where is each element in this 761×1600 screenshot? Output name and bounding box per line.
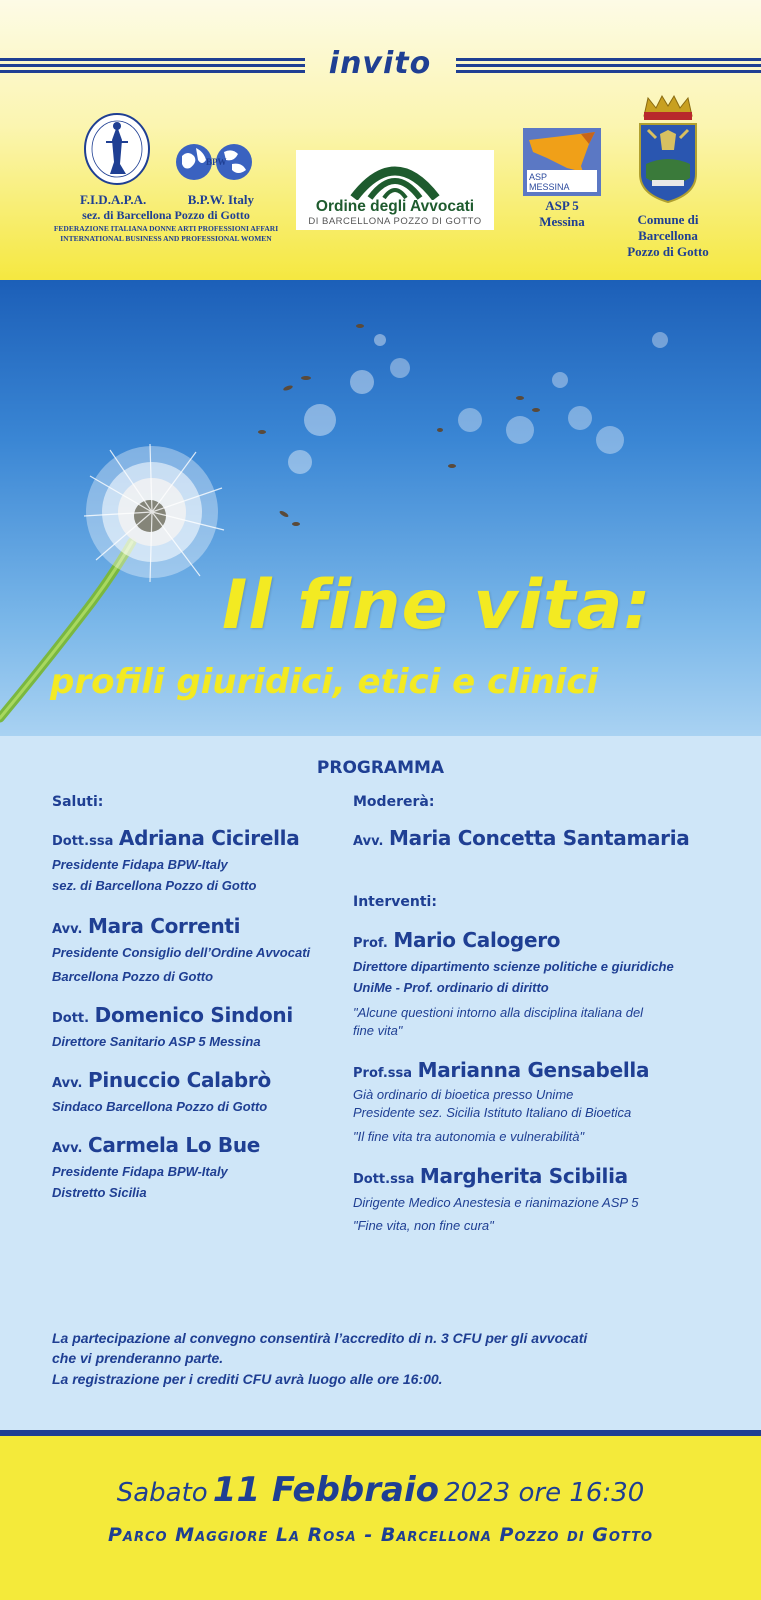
talk-title: "Alcune questioni intorno alla disciplina italiana del xyxy=(353,1005,644,1020)
speaker-title: Dott.ssa xyxy=(353,1172,415,1187)
comune-crest-icon xyxy=(636,94,700,206)
speaker-name: Domenico Sindoni xyxy=(94,1003,293,1027)
invito-row xyxy=(0,46,761,86)
speaker-title: Avv. xyxy=(52,1141,83,1156)
talk-title: "Il fine vita tra autonomia e vulnerabilità" xyxy=(353,1129,585,1144)
speaker-name: Maria Concetta Santamaria xyxy=(389,826,690,850)
left-stripes xyxy=(0,58,305,76)
event-date xyxy=(0,1470,761,1510)
speaker-role: Presidente sez. Sicilia Istituto Italiano di Bioetica xyxy=(353,1105,632,1120)
speaker-title: Avv. xyxy=(52,922,83,937)
speaker-entry xyxy=(52,914,352,987)
sicily-map-icon xyxy=(523,128,601,196)
speaker-title: Dott.ssa xyxy=(52,834,114,849)
talk-title: "Fine vita, non fine cura" xyxy=(353,1218,494,1233)
interventi-column xyxy=(353,794,753,1236)
speaker-entry xyxy=(52,1133,352,1203)
right-stripes xyxy=(456,58,761,76)
event-date-main: 11 Febbraio xyxy=(212,1470,439,1510)
speaker-entry xyxy=(52,826,352,896)
moderera-label: Modererà: xyxy=(353,794,435,810)
bpw-name: B.P.W. Italy xyxy=(187,192,254,207)
header xyxy=(0,0,761,280)
event-title: Il fine vita: xyxy=(222,566,652,645)
speaker-title: Prof.ssa xyxy=(353,1066,413,1081)
event-location: Parco Maggiore La Rosa - Barcellona Pozzo di Gotto xyxy=(107,1524,654,1546)
speaker-role: sez. di Barcellona Pozzo di Gotto xyxy=(52,878,257,893)
fidapa-section: sez. di Barcellona Pozzo di Gotto xyxy=(82,208,250,222)
asp-caption-line2: Messina xyxy=(539,214,585,229)
speaker-title: Avv. xyxy=(353,834,384,849)
speaker-name: Margherita Scibilia xyxy=(419,1164,628,1188)
speaker-role: Direttore dipartimento scienze politiche e giuridiche xyxy=(353,959,674,974)
speaker-role: Direttore Sanitario ASP 5 Messina xyxy=(52,1034,261,1049)
speaker-title: Avv. xyxy=(52,1076,83,1091)
speaker-role: UniMe - Prof. ordinario di diritto xyxy=(353,980,549,995)
cfu-note-line3: La registrazione per i crediti CFU avrà luogo alle ore 16:00. xyxy=(52,1371,443,1387)
talk-title: fine vita" xyxy=(353,1023,403,1038)
asp-caption xyxy=(512,198,612,230)
comune-caption-line2: Barcellona xyxy=(638,228,698,243)
speaker-role: Dirigente Medico Anestesia e rianimazione ASP 5 xyxy=(353,1195,639,1210)
fidapa-logo xyxy=(82,112,152,186)
speaker-title: Dott. xyxy=(52,1011,90,1026)
comune-caption xyxy=(612,212,724,260)
speaker-role: Presidente Consiglio dell’Ordine Avvocati xyxy=(52,945,311,960)
speaker-role: Barcellona Pozzo di Gotto xyxy=(52,969,214,984)
program-heading: PROGRAMMA xyxy=(316,758,445,778)
dandelion-sky-image xyxy=(0,280,761,736)
speaker-entry xyxy=(353,928,753,1040)
invito-label: invito xyxy=(328,46,432,81)
ordine-avvocati-logo xyxy=(296,150,494,230)
event-day: Sabato xyxy=(116,1478,208,1508)
speaker-entry xyxy=(353,1058,753,1146)
footer-divider xyxy=(0,1430,761,1436)
fidapa-text-block xyxy=(40,192,292,243)
event-year-time: 2023 ore 16:30 xyxy=(444,1478,645,1508)
saluti-label: Saluti: xyxy=(52,794,104,810)
speaker-title: Prof. xyxy=(353,936,388,951)
footer xyxy=(0,1430,761,1600)
speaker-name: Carmela Lo Bue xyxy=(88,1133,261,1157)
speaker-name: Adriana Cicirella xyxy=(118,826,300,850)
interventi-label: Interventi: xyxy=(353,894,437,910)
speaker-name: Marianna Gensabella xyxy=(417,1058,650,1082)
speaker-role: Presidente Fidapa BPW-Italy xyxy=(52,1164,228,1179)
asp-messina-logo xyxy=(523,128,601,196)
bpw-full-name: INTERNATIONAL BUSINESS AND PROFESSIONAL WOMEN xyxy=(60,234,272,243)
comune-caption-line1: Comune di xyxy=(637,212,699,227)
cfu-note-line2: che vi prenderanno parte. xyxy=(52,1350,224,1366)
cfu-note-line1: La partecipazione al convegno consentirà l’accredito di n. 3 CFU per gli avvocati xyxy=(52,1330,588,1346)
moderator-entry xyxy=(353,826,753,850)
asp-logo-text: ASP MESSINA xyxy=(529,172,570,192)
speaker-name: Mario Calogero xyxy=(393,928,561,952)
ordine-title: Ordine degli Avvocati xyxy=(315,198,475,215)
event-subtitle: profili giuridici, etici e clinici xyxy=(50,662,599,702)
speaker-name: Pinuccio Calabrò xyxy=(88,1068,271,1092)
speaker-name: Mara Correnti xyxy=(88,914,241,938)
cfu-note xyxy=(52,1328,732,1390)
speaker-entry xyxy=(353,1164,753,1236)
svg-text:BPW: BPW xyxy=(206,157,227,167)
speaker-role: Distretto Sicilia xyxy=(52,1185,147,1200)
bpw-logo xyxy=(174,140,254,184)
ordine-subtitle: DI BARCELLONA POZZO DI GOTTO xyxy=(308,216,482,227)
saluti-column xyxy=(52,794,352,1203)
asp-caption-line1: ASP 5 xyxy=(545,198,579,213)
speaker-entry xyxy=(52,1003,352,1052)
speaker-role: Già ordinario di bioetica presso Unime xyxy=(353,1087,574,1102)
ordine-arch-icon xyxy=(296,150,494,200)
speaker-role: Presidente Fidapa BPW-Italy xyxy=(52,857,228,872)
program-section xyxy=(0,736,761,1430)
speaker-role: Sindaco Barcellona Pozzo di Gotto xyxy=(52,1099,268,1114)
speaker-entry xyxy=(52,1068,352,1117)
fidapa-name: F.I.D.A.P.A. xyxy=(80,192,147,207)
comune-caption-line3: Pozzo di Gotto xyxy=(627,244,709,259)
fidapa-full-name: FEDERAZIONE ITALIANA DONNE ARTI PROFESSIONI AFFARI xyxy=(53,224,279,233)
